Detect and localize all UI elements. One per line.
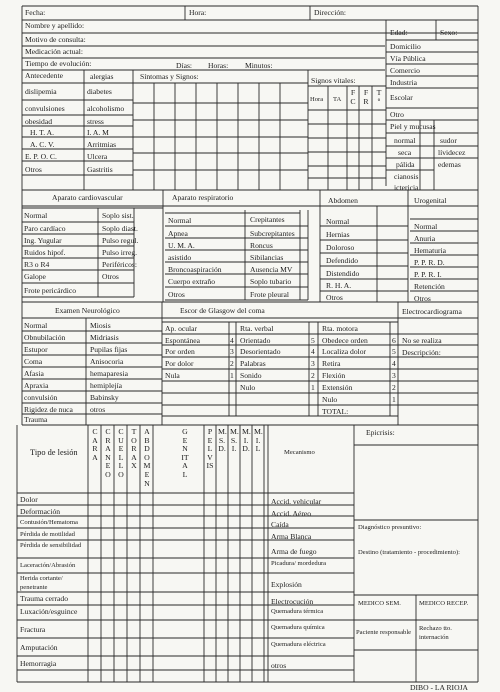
region-col: M.I.L	[254, 427, 263, 454]
motivo-label[interactable]: Motivo de consulta:	[25, 35, 86, 44]
glasgow-score: 3	[311, 359, 315, 368]
vitales-col: TA	[333, 96, 342, 103]
glasgow-score: 3	[392, 371, 396, 380]
resp-item[interactable]: Frote pleural	[250, 290, 290, 299]
cardio-item[interactable]: Normal	[24, 211, 48, 220]
cobertura-item[interactable]: Otro	[390, 110, 404, 119]
cardio-title: Aparato cardiovascular	[52, 193, 123, 202]
glasgow-option[interactable]: Desorientado	[240, 347, 281, 356]
abdomen-item[interactable]: Normal	[326, 217, 350, 226]
mecanismo-item[interactable]: Caída	[271, 520, 289, 529]
vitales-col: T º	[376, 88, 382, 106]
glasgow-score: 1	[311, 383, 315, 392]
cobertura-item[interactable]: Domicilio	[390, 42, 421, 51]
urogenital-item[interactable]: Normal	[414, 222, 438, 231]
glasgow-score: 6	[392, 336, 396, 345]
responsable-label[interactable]: Paciente responsable	[356, 629, 412, 636]
glasgow-title: Escor de Glasgow del coma	[180, 306, 265, 315]
cardio-item[interactable]: Paro cardíaco	[24, 224, 66, 233]
abdomen-item[interactable]: Hernias	[326, 230, 350, 239]
piel-title: Piel y mucusas	[390, 122, 436, 131]
glasgow-option[interactable]: Sonido	[240, 371, 262, 380]
glasgow-score: 2	[392, 383, 396, 392]
antecedente-item[interactable]: obesidad	[25, 117, 52, 126]
antecedente-title: Antecedente	[25, 71, 63, 80]
lesion-row[interactable]: Pérdida de motilidad	[20, 531, 75, 538]
cardio-item[interactable]: Frote pericárdico	[24, 286, 77, 295]
resp-item[interactable]: Normal	[168, 216, 192, 225]
mecanismo-item[interactable]: Accid. vehicular	[271, 497, 322, 506]
cardio-item[interactable]: Galope	[24, 272, 46, 281]
neuro-item[interactable]: otros	[90, 405, 106, 414]
neuro-item[interactable]: Anisocoria	[90, 357, 124, 366]
piel-item[interactable]: edemas	[438, 160, 461, 169]
neuro-title: Examen Neurológico	[55, 306, 120, 315]
region-col: M.I.D.	[242, 427, 251, 454]
diagnostico-label[interactable]: Diagnóstico presuntivo:	[358, 524, 422, 531]
neuro-item[interactable]: Trauma	[24, 415, 48, 424]
glasgow-option[interactable]: Flexión	[322, 371, 346, 380]
glasgow-score: 2	[230, 359, 234, 368]
resp-item[interactable]: Otros	[168, 290, 185, 299]
neuro-item[interactable]: hemaparesia	[90, 369, 128, 378]
glasgow-score: 4	[392, 359, 396, 368]
urogenital-item[interactable]: Anuria	[414, 234, 436, 243]
resp-item[interactable]: Subcrepitantes	[250, 229, 295, 238]
vitales-col: F C	[350, 88, 356, 106]
glasgow-option[interactable]: Nulo	[322, 395, 338, 404]
lesion-title: Tipo de lesión	[30, 448, 78, 457]
region-col: GENITAL	[181, 427, 189, 479]
motora-title: Rta. motora	[322, 324, 358, 333]
vitales-title: Signos vitales:	[311, 76, 356, 85]
resp-item[interactable]: Ausencia MV	[250, 265, 293, 274]
mecanismo-item[interactable]: otros	[271, 661, 287, 670]
urogenital-item[interactable]: Hematuria	[414, 246, 447, 255]
urogenital-title: Urogenital	[414, 196, 447, 205]
mecanismo-item[interactable]: Explosión	[271, 580, 302, 589]
glasgow-score: 5	[311, 336, 315, 345]
rechazo-label[interactable]: Rechazo tto. internación	[419, 625, 452, 641]
lesion-row[interactable]: Pérdida de sensibilidad	[20, 542, 82, 549]
hora-label[interactable]: Hora:	[189, 8, 207, 17]
alergias-label[interactable]: alergias	[90, 72, 114, 81]
antecedente-item[interactable]: Gastritis	[87, 165, 113, 174]
region-col: ABDOMEN	[143, 427, 151, 488]
fecha-label[interactable]: Fecha:	[25, 8, 46, 17]
cobertura-item[interactable]: Escolar	[390, 93, 413, 102]
abdomen-item[interactable]: Otros	[326, 293, 343, 302]
region-col: PELVIS	[206, 427, 214, 471]
glasgow-option[interactable]: Extensión	[322, 383, 353, 392]
cardio-item[interactable]: Pulso irreg.	[102, 248, 138, 257]
region-col: M.S.D.	[218, 427, 227, 454]
glasgow-option[interactable]: Obedece orden	[322, 336, 368, 345]
resp-item[interactable]: Apnea	[168, 229, 188, 238]
edad-label[interactable]: Edad:	[390, 28, 408, 37]
cardio-item[interactable]: Ing. Yugular	[24, 236, 62, 245]
lesion-row[interactable]: Fractura	[20, 625, 46, 634]
mecanismo-item[interactable]: Quemadura eléctrica	[271, 641, 326, 648]
piel-item[interactable]: sudor	[440, 136, 457, 145]
mecanismo-item[interactable]: Arma de fuego	[271, 547, 317, 556]
glasgow-option[interactable]: Por dolor	[165, 359, 194, 368]
sexo-label[interactable]: Sexo:	[440, 28, 458, 37]
lesion-row[interactable]: Deformación	[20, 507, 61, 516]
abdomen-title: Abdomen	[328, 196, 358, 205]
ecg-item[interactable]: No se realiza	[402, 336, 442, 345]
mecanismo-item[interactable]: Electrocución	[271, 597, 314, 606]
glasgow-option[interactable]: Palabras	[240, 359, 266, 368]
medicacion-label[interactable]: Medicación actual:	[25, 47, 83, 56]
glasgow-score: 2	[311, 371, 315, 380]
glasgow-score: 5	[392, 347, 396, 356]
dias-label: Días:	[176, 61, 193, 70]
antecedente-item[interactable]: Otros	[25, 165, 42, 174]
resp-item[interactable]: Cuerpo extraño	[168, 277, 216, 286]
glasgow-score: 1	[230, 371, 234, 380]
neuro-item[interactable]: Midriasis	[90, 333, 119, 342]
sintomas-label[interactable]: Síntomas y Signos:	[140, 72, 199, 81]
cardio-item[interactable]: R3 o R4	[24, 260, 50, 269]
region-col: TORAX	[131, 427, 137, 471]
neuro-item[interactable]: Obnubilación	[24, 333, 66, 342]
tiempo-label[interactable]: Tiempo de evolución:	[25, 59, 92, 68]
piel-item[interactable]: ictericia	[394, 183, 419, 192]
piel-item[interactable]: pálida	[396, 160, 415, 169]
piel-item[interactable]: lívidecez	[438, 148, 466, 157]
resp-item[interactable]: Crepitantes	[250, 215, 285, 224]
abdomen-item[interactable]: R. H. A.	[326, 281, 352, 290]
antecedente-item[interactable]: Ulcera	[87, 152, 108, 161]
piel-item[interactable]: normal	[394, 136, 416, 145]
resp-item[interactable]: Roncus	[250, 241, 273, 250]
urogenital-item[interactable]: Otros	[414, 294, 431, 303]
ecg-title: Electrocardiograma	[402, 307, 462, 316]
neuro-item[interactable]: Normal	[24, 321, 48, 330]
mecanismo-title: Mecanismo	[284, 449, 315, 456]
ocular-title: Ap. ocular	[165, 324, 198, 333]
lesion-row[interactable]: Amputación	[20, 643, 58, 652]
vitales-col: Hora	[310, 96, 324, 103]
nombre-label[interactable]: Nombre y apellido:	[25, 21, 85, 30]
urogenital-item[interactable]: Retención	[414, 282, 445, 291]
glasgow-score: 4	[311, 347, 315, 356]
resp-title: Aparato respiratorio	[172, 193, 234, 202]
footer-text: DIBO - LA RIOJA	[410, 683, 469, 692]
resp-item[interactable]: asistido	[168, 253, 192, 262]
cobertura-item[interactable]: Comercio	[390, 66, 420, 75]
neuro-item[interactable]: Afasia	[24, 369, 44, 378]
minutos-label: Minutos:	[245, 61, 273, 70]
vitales-col: F R	[363, 88, 369, 106]
glasgow-option[interactable]: Orientado	[240, 336, 271, 345]
glasgow-score: 3	[230, 347, 234, 356]
neuro-item[interactable]: Apraxia	[24, 381, 49, 390]
antecedente-item[interactable]: A. C. V.	[30, 140, 55, 149]
resp-item[interactable]: Soplo tubario	[250, 277, 292, 286]
mecanismo-item[interactable]: Quemadura química	[271, 624, 325, 631]
direccion-label[interactable]: Dirección:	[314, 8, 347, 17]
ecg-item[interactable]: Descripción:	[402, 348, 441, 357]
lesion-row[interactable]: Dolor	[20, 495, 38, 504]
mecanismo-item[interactable]: Arma Blanca	[271, 532, 312, 541]
glasgow-score: 4	[230, 336, 234, 345]
antecedente-item[interactable]: alcoholismo	[87, 104, 125, 113]
mecanismo-item[interactable]: Accid. Aéreo	[271, 509, 312, 518]
piel-item[interactable]: seca	[398, 148, 412, 157]
region-col: CUELLO	[118, 427, 124, 479]
abdomen-item[interactable]: Defendido	[326, 256, 359, 265]
cardio-item[interactable]: Soplo diast.	[102, 224, 138, 233]
glasgow-option[interactable]: Por orden	[165, 347, 195, 356]
mecanismo-item[interactable]: Picadura/ mordedura	[271, 560, 327, 567]
medico-sem-label[interactable]: MEDICO SEM.	[358, 600, 401, 607]
neuro-item[interactable]: Estupor	[24, 345, 48, 354]
region-col: CRANEO	[105, 427, 111, 479]
antecedente-item[interactable]: I. A. M	[87, 128, 109, 137]
neuro-item[interactable]: Rigidez de nuca	[24, 405, 73, 414]
lesion-row[interactable]: Laceración/Abrasión	[20, 562, 76, 569]
neuro-item[interactable]: convulsión	[24, 393, 58, 402]
lesion-row[interactable]: Hemorragia	[20, 659, 57, 668]
resp-item[interactable]: Sibilancias	[250, 253, 284, 262]
mecanismo-item[interactable]: Quemadura térmica	[271, 608, 324, 615]
cardio-item[interactable]: Soplo sist.	[102, 211, 134, 220]
destino-label[interactable]: Destino (tratamiento - procedimiento):	[358, 549, 460, 556]
antecedente-item[interactable]: E. P. O. C.	[25, 152, 57, 161]
urogenital-item[interactable]: P. P. R. D.	[414, 258, 445, 267]
piel-item[interactable]: cianosis	[394, 172, 419, 181]
glasgow-option[interactable]: Espontánea	[165, 336, 201, 345]
resp-item[interactable]: Broncoaspiración	[168, 265, 222, 274]
glasgow-score: 1	[392, 395, 396, 404]
medico-recep-label[interactable]: MEDICO RECEP.	[419, 600, 469, 607]
antecedente-item[interactable]: diabetes	[87, 87, 112, 96]
cardio-item[interactable]: Otros	[102, 272, 119, 281]
region-col: CARA	[92, 427, 98, 462]
neuro-item[interactable]: Miosis	[90, 321, 111, 330]
epicrisis-label[interactable]: Epicrisis:	[366, 428, 395, 437]
cobertura-item[interactable]: Vía Pública	[390, 54, 426, 63]
antecedente-item[interactable]: dislipemia	[25, 87, 57, 96]
urogenital-item[interactable]: P. P. R. I.	[414, 270, 442, 279]
cardio-item[interactable]: Pulso regul.	[102, 236, 139, 245]
antecedente-item[interactable]: H. T. A.	[30, 128, 54, 137]
cobertura-item[interactable]: Industria	[390, 78, 417, 87]
glasgow-option[interactable]: Localiza dolor	[322, 347, 367, 356]
antecedente-item[interactable]: Arritmias	[87, 140, 117, 149]
cardio-item[interactable]: Periféricos:	[102, 260, 138, 269]
neuro-item[interactable]: Babinsky	[90, 393, 119, 402]
glasgow-option[interactable]: Nula	[165, 371, 180, 380]
abdomen-item[interactable]: Distendido	[326, 269, 360, 278]
glasgow-total[interactable]: TOTAL:	[322, 407, 349, 416]
horas-label: Horas:	[208, 61, 229, 70]
neuro-item[interactable]: Pupilas fijas	[90, 345, 128, 354]
antecedente-item[interactable]: convulsiones	[25, 104, 65, 113]
lesion-row[interactable]: Herida cortante/ penetrante	[20, 575, 63, 591]
region-col: M.S.I.	[230, 427, 239, 454]
verbal-title: Rta. verbal	[240, 324, 274, 333]
lesion-row[interactable]: Contusión/Hematoma	[20, 519, 78, 526]
neuro-item[interactable]: hemiplejía	[90, 381, 123, 390]
lesion-row[interactable]: Trauma cerrado	[20, 594, 69, 603]
lesion-row[interactable]: Luxación/esguince	[20, 607, 78, 616]
glasgow-option[interactable]: Retira	[322, 359, 341, 368]
abdomen-item[interactable]: Doloroso	[326, 243, 355, 252]
glasgow-option[interactable]: Nulo	[240, 383, 256, 392]
antecedente-item[interactable]: stress	[87, 117, 104, 126]
resp-item[interactable]: U. M. A.	[168, 241, 195, 250]
cardio-item[interactable]: Ruidos hipof.	[24, 248, 66, 257]
neuro-item[interactable]: Coma	[24, 357, 43, 366]
